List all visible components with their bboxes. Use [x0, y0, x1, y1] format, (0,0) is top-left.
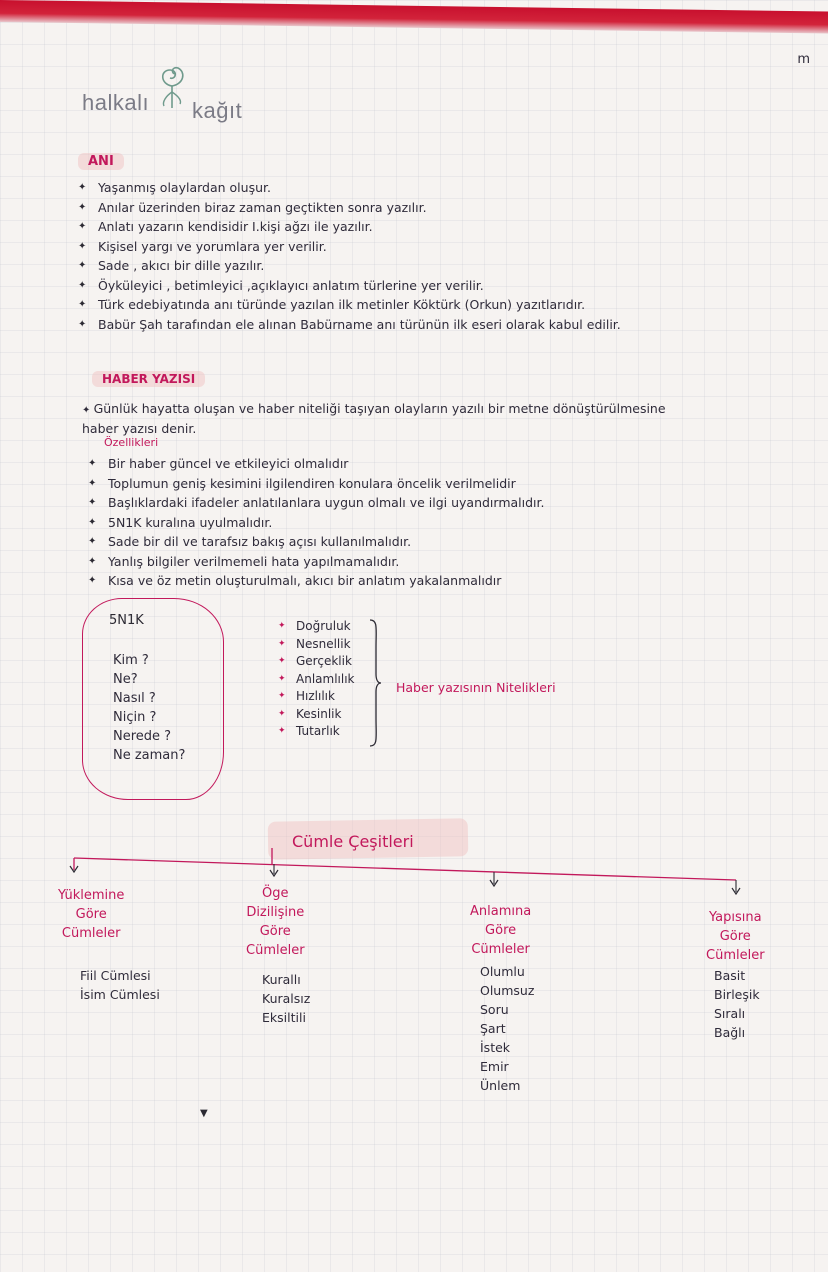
list-item: Nasıl ?	[113, 691, 156, 706]
heading-line: Göre	[259, 924, 291, 939]
list-item: Kim ?	[113, 653, 149, 668]
list-item-text: Tutarlık	[296, 724, 340, 738]
list-item	[88, 571, 544, 591]
column-oge-heading	[246, 884, 305, 960]
list-item	[88, 474, 544, 494]
list-item-text: Nesnellik	[296, 636, 351, 651]
list-item: İstek	[480, 1040, 511, 1055]
list-item	[78, 256, 621, 276]
star-bullet-icon: ✦	[278, 673, 286, 684]
list-item-text: Kesinlik	[296, 706, 342, 721]
column-yuklemine-list	[80, 966, 160, 1004]
list-item-text: Kişisel yargı ve yorumlara yer verilir.	[98, 238, 327, 254]
list-item	[278, 671, 354, 689]
star-bullet-icon: ✦	[278, 708, 286, 719]
list-item	[88, 493, 544, 513]
haber-definition	[82, 400, 666, 438]
star-bullet-icon: ✦	[78, 240, 87, 252]
list-item	[88, 513, 544, 533]
list-item: Fiil Cümlesi	[80, 968, 151, 983]
list-item: Ne?	[113, 672, 138, 687]
haber-list	[88, 454, 544, 591]
5n1k-title: 5N1K	[109, 613, 144, 628]
list-item	[78, 276, 621, 296]
star-bullet-icon: ✦	[82, 405, 94, 416]
list-item: Ünlem	[480, 1078, 521, 1093]
star-bullet-icon: ✦	[78, 299, 87, 310]
list-item: Niçin ?	[113, 710, 157, 725]
ani-heading	[78, 154, 124, 169]
heading-line: Göre	[485, 923, 517, 938]
list-item	[78, 315, 621, 335]
heading-line: Cümleler	[246, 943, 305, 958]
curly-brace-icon	[368, 618, 382, 748]
column-yapisina-heading	[706, 908, 765, 965]
list-item-text: Anılar üzerinden biraz zaman geçtikten sonra yazılır.	[98, 199, 427, 215]
list-item-text: Yaşanmış olaylardan oluşur.	[98, 180, 271, 195]
definition-line-1	[82, 400, 666, 420]
nitelikler-label: Haber yazısının Nitelikleri	[396, 680, 556, 695]
list-item: Soru	[480, 1002, 509, 1017]
star-bullet-icon: ✦	[78, 279, 87, 291]
list-item: Emir	[480, 1059, 509, 1074]
logo-text-left: halkalı	[82, 90, 150, 115]
list-item	[88, 532, 544, 552]
list-item-text: Babür Şah tarafından ele alınan Babürname anı türünün ilk eseri olarak kabul edilir.	[98, 316, 621, 332]
haber-heading-text: HABER YAZISI	[92, 371, 205, 387]
star-bullet-icon: ✦	[278, 621, 286, 631]
star-bullet-icon: ✦	[88, 497, 97, 508]
list-item-text: Kısa ve öz metin oluşturulmalı, akıcı bir anlatım yakalanmalıdır	[108, 573, 502, 588]
list-item	[78, 295, 621, 315]
heading-line: Göre	[719, 929, 751, 944]
haber-subtitle: Özellikleri	[104, 436, 159, 449]
ink-dot-icon: ▼	[200, 1108, 208, 1119]
logo-text-right: kağıt	[192, 98, 243, 123]
list-item: Birleşik	[714, 987, 760, 1002]
heading-line: Öge	[262, 886, 289, 901]
list-item-text: Hızlılık	[296, 689, 335, 703]
list-item: İsim Cümlesi	[80, 987, 160, 1002]
list-item	[278, 618, 354, 636]
list-item	[278, 723, 354, 741]
list-item-text: Başlıklardaki ifadeler anlatılanlara uygun olmalı ve ilgi uyandırmalıdır.	[108, 495, 545, 510]
nitelikler-list	[278, 618, 354, 741]
list-item	[278, 636, 354, 654]
star-bullet-icon: ✦	[78, 260, 87, 271]
list-item-text: Anlatı yazarın kendisidir I.kişi ağzı ile yazılır.	[98, 219, 373, 234]
star-bullet-icon: ✦	[88, 458, 97, 469]
list-item	[278, 688, 354, 706]
heading-line: Cümleler	[61, 926, 121, 941]
list-item-text: Öyküleyici , betimleyici ,açıklayıcı anlatım türlerine yer verilir.	[98, 277, 484, 293]
list-item: Nerede ?	[113, 729, 172, 744]
heading-line: Göre	[75, 907, 107, 922]
list-item-text: Sade , akıcı bir dille yazılır.	[98, 258, 265, 273]
star-bullet-icon: ✦	[278, 638, 286, 649]
ani-list	[78, 178, 621, 334]
list-item-text: Yanlış bilgiler verilmemeli hata yapılmamalıdır.	[108, 553, 400, 569]
column-yuklemine-heading	[58, 886, 124, 943]
list-item: Kuralsız	[262, 991, 311, 1006]
tree-title: Cümle Çeşitleri	[292, 832, 414, 851]
logo-swirl-icon	[152, 62, 192, 110]
list-item	[78, 237, 621, 257]
star-bullet-icon: ✦	[78, 318, 87, 330]
list-item	[78, 178, 621, 198]
definition-line-1-text: Günlük hayatta oluşan ve haber niteliği taşıyan olayların yazılı bir metne dönüştürülmesine	[93, 401, 666, 416]
list-item-text: Türk edebiyatında anı türünde yazılan ilk metinler Köktürk (Orkun) yazıtlarıdır.	[98, 297, 586, 312]
list-item: Kurallı	[262, 972, 301, 987]
star-bullet-icon: ✦	[88, 516, 97, 528]
heading-line: Yapısına	[708, 910, 762, 925]
column-oge-list	[262, 970, 310, 1027]
star-bullet-icon: ✦	[88, 575, 97, 586]
list-item: Basit	[714, 968, 746, 983]
list-item-text: Sade bir dil ve tarafsız bakış açısı kullanılmalıdır.	[108, 534, 412, 549]
haber-heading	[92, 372, 205, 386]
list-item: Şart	[480, 1021, 506, 1036]
heading-line: Cümleler	[471, 942, 530, 957]
list-item	[278, 706, 354, 724]
star-bullet-icon: ✦	[78, 221, 87, 232]
list-item-text: Doğruluk	[296, 619, 351, 633]
list-item: Eksiltili	[262, 1010, 306, 1025]
list-item	[278, 653, 354, 671]
heading-line: Cümleler	[706, 948, 765, 963]
star-bullet-icon: ✦	[278, 691, 286, 701]
list-item	[78, 198, 621, 218]
column-anlamina-heading	[470, 902, 531, 959]
list-item-text: Toplumun geniş kesimini ilgilendiren konulara öncelik verilmelidir	[108, 475, 516, 491]
list-item: Bağlı	[714, 1025, 746, 1040]
list-item-text: 5N1K kuralına uyulmalıdır.	[108, 514, 273, 530]
heading-line: Yüklemine	[58, 888, 125, 903]
red-top-band	[0, 0, 828, 34]
column-anlamina-list	[480, 962, 534, 1095]
list-item: Olumlu	[480, 964, 525, 979]
star-bullet-icon: ✦	[88, 555, 97, 567]
star-bullet-icon: ✦	[278, 656, 286, 666]
list-item: Olumsuz	[480, 983, 535, 998]
list-item	[78, 217, 621, 237]
star-bullet-icon: ✦	[78, 182, 87, 193]
heading-line: Anlamına	[470, 904, 532, 919]
star-bullet-icon: ✦	[278, 726, 286, 736]
5n1k-questions	[113, 651, 185, 765]
definition-line-2: haber yazısı denir.	[82, 421, 197, 436]
star-bullet-icon: ✦	[88, 477, 97, 489]
list-item-text: Anlamlılık	[296, 671, 355, 686]
5n1k-cloud	[82, 598, 224, 800]
notebook-logo	[82, 62, 282, 132]
star-bullet-icon: ✦	[78, 201, 87, 213]
page-corner-mark: m	[797, 52, 810, 67]
list-item	[88, 552, 544, 572]
list-item: Sıralı	[714, 1006, 746, 1021]
heading-line: Dizilişine	[246, 905, 305, 920]
list-item: Ne zaman?	[113, 748, 186, 763]
list-item-text: Gerçeklik	[296, 654, 352, 668]
star-bullet-icon: ✦	[88, 536, 97, 547]
ani-heading-text: ANI	[78, 153, 124, 170]
list-item-text: Bir haber güncel ve etkileyici olmalıdır	[108, 456, 349, 471]
list-item	[88, 454, 544, 474]
column-yapisina-list	[714, 966, 760, 1042]
